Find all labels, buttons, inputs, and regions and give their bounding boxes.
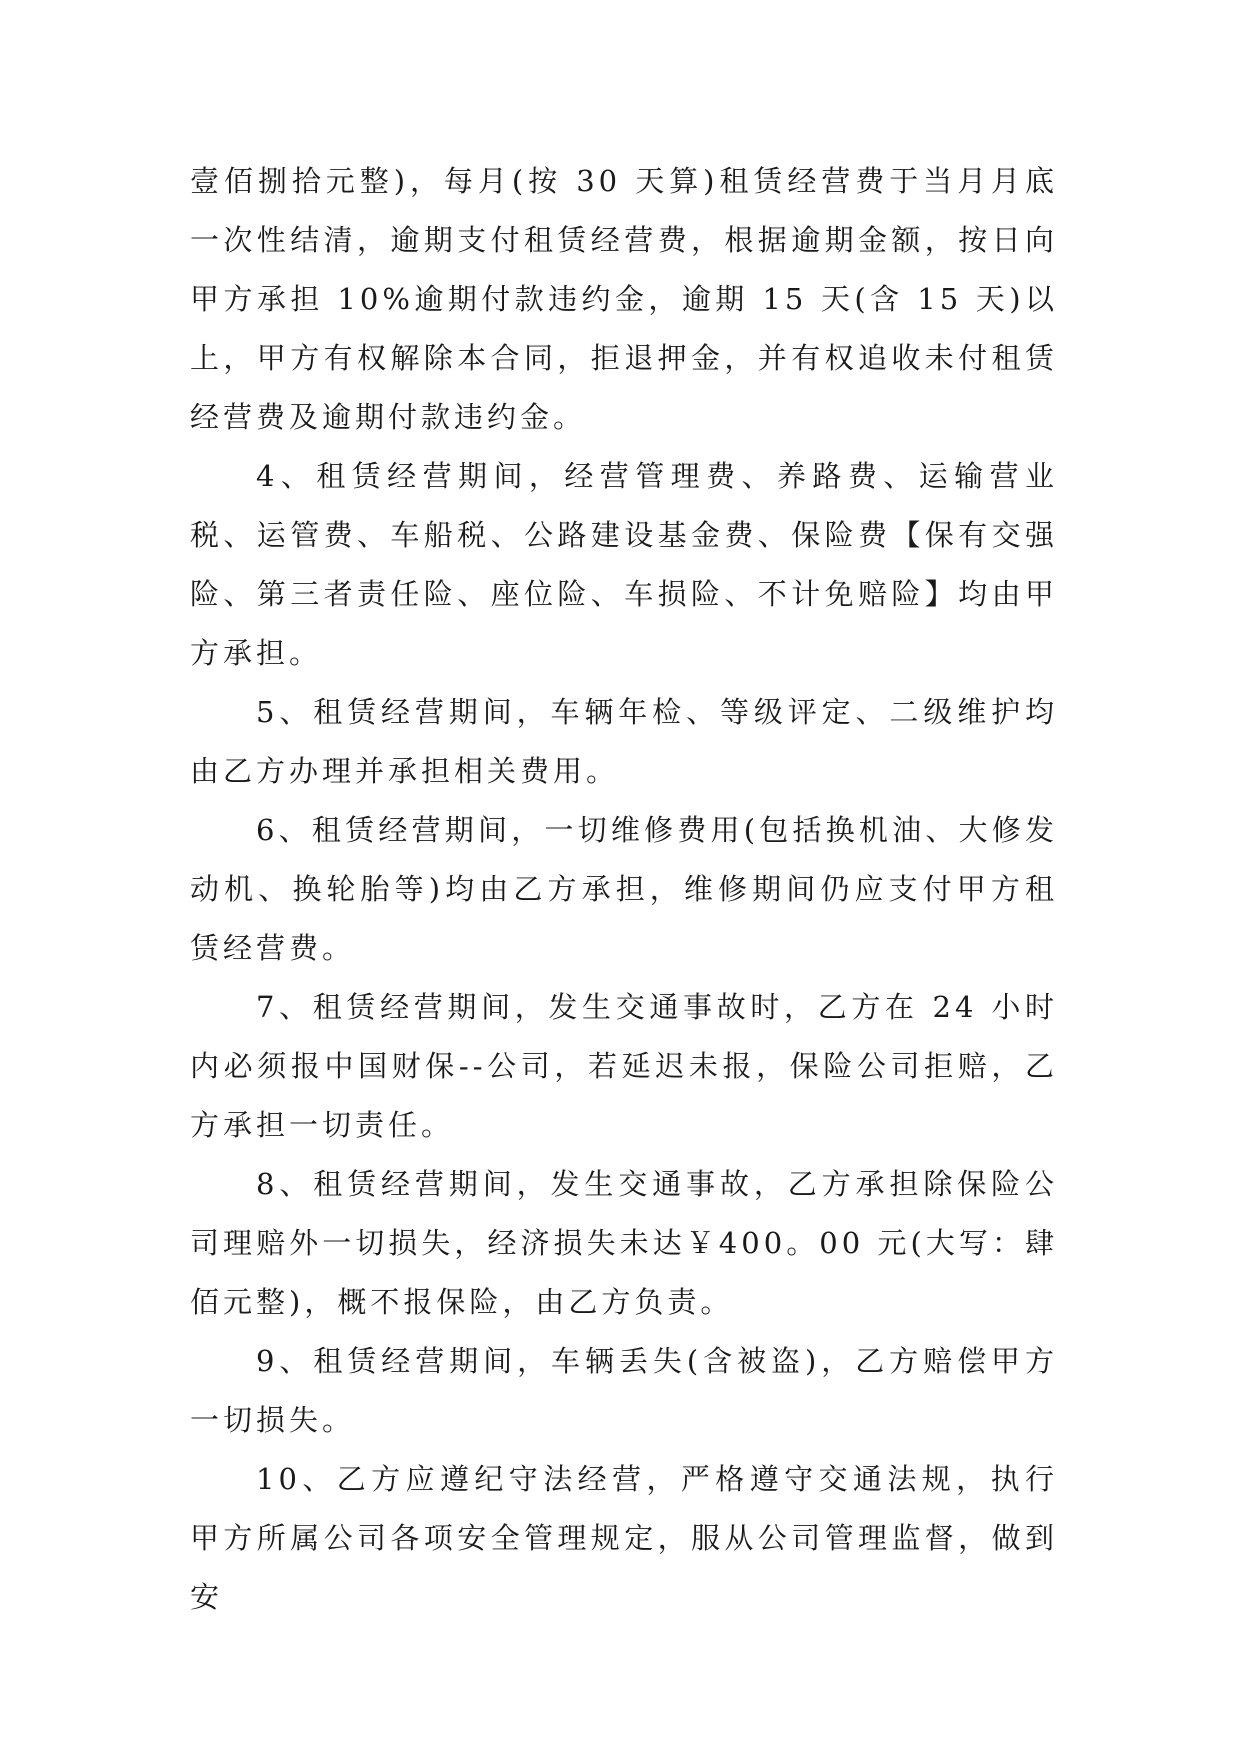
- document-body: [190, 152, 1058, 1627]
- clause-5: 5、租赁经营期间，车辆年检、等级评定、二级维护均由乙方办理并承担相关费用。: [190, 695, 1058, 788]
- clause-7: 7、租赁经营期间，发生交通事故时，乙方在 24 小时内必须报中国财保--公司，若延迟未报，保险公司拒赔，乙方承担一切责任。: [190, 990, 1058, 1142]
- clause-8: 8、租赁经营期间，发生交通事故，乙方承担除保险公司理赔外一切损失，经济损失未达￥400。00 元(大写：肆佰元整)，概不报保险，由乙方负责。: [190, 1167, 1058, 1319]
- clause-6: 6、租赁经营期间，一切维修费用(包括换机油、大修发动机、换轮胎等)均由乙方承担，维修期间仍应支付甲方租赁经营费。: [190, 813, 1058, 965]
- paragraph-continuation: 壹佰捌拾元整)，每月(按 30 天算)租赁经营费于当月月底一次性结清，逾期支付租赁经营费，根据逾期金额，按日向甲方承担 10%逾期付款违约金，逾期 15 天(含 15 天)以上，甲方有权解除本合同，拒退押金，并有权追收未付租赁经营费及逾期付款违约金。: [190, 164, 1058, 434]
- clause-9: 9、租赁经营期间，车辆丢失(含被盗)，乙方赔偿甲方一切损失。: [190, 1344, 1058, 1437]
- clause-10: 10、乙方应遵纪守法经营，严格遵守交通法规，执行甲方所属公司各项安全管理规定，服从公司管理监督，做到安: [190, 1462, 1058, 1614]
- clause-4: 4、租赁经营期间，经营管理费、养路费、运输营业税、运管费、车船税、公路建设基金费、保险费【保有交强险、第三者责任险、座位险、车损险、不计免赔险】均由甲方承担。: [190, 459, 1058, 670]
